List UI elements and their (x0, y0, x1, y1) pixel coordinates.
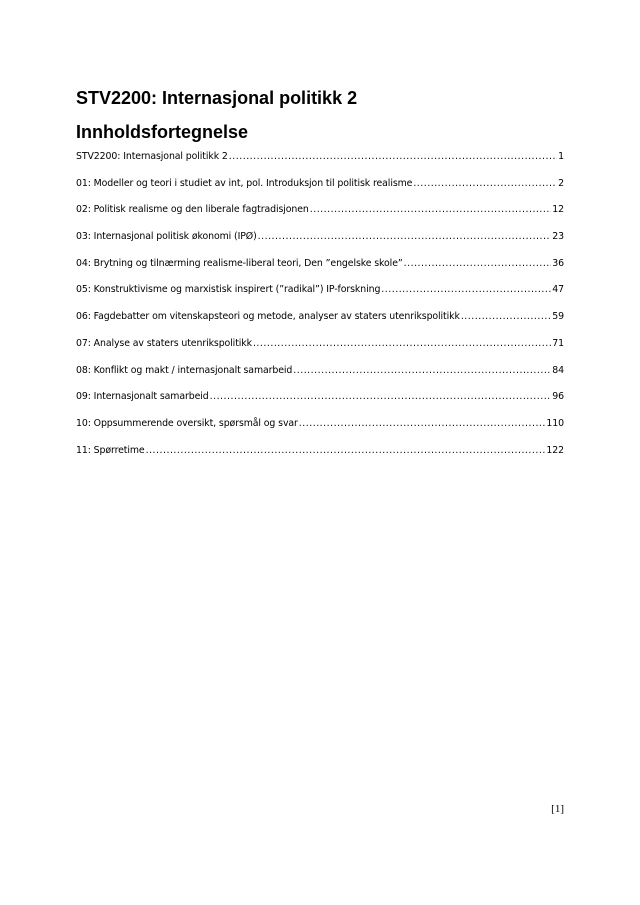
toc-entry-title: 02: Politisk realisme og den liberale fagtradisjonen (76, 204, 309, 216)
toc-entry[interactable] (76, 284, 564, 311)
toc-entry-title: 11: Spørretime (76, 444, 145, 456)
toc-entry[interactable] (76, 258, 564, 285)
toc-entry[interactable] (76, 445, 564, 472)
toc-leader-dots (293, 365, 551, 376)
toc-entry[interactable] (76, 204, 564, 231)
toc-entry-page: 23 (552, 231, 564, 243)
toc-leader-dots (210, 391, 552, 402)
toc-entry-page: 12 (552, 204, 564, 216)
toc-entry-page: 36 (552, 257, 564, 269)
toc-entry[interactable] (76, 231, 564, 258)
toc-entry-page: 47 (552, 284, 564, 296)
toc-leader-dots (253, 338, 551, 349)
toc-entry-page: 1 (558, 151, 564, 162)
toc-entry-title: 01: Modeller og teori i studiet av int, pol. Introduksjon til politisk realisme (76, 177, 413, 189)
toc-entry-page: 59 (552, 311, 564, 323)
toc-entry-page: 71 (552, 337, 564, 349)
toc-leader-dots (381, 284, 551, 295)
toc-entry-page: 96 (552, 391, 564, 403)
document-title: STV2200: Internasjonal politikk 2 (76, 88, 358, 108)
toc-entry[interactable] (76, 365, 564, 392)
toc-entry-title: 03: Internasjonal politisk økonomi (IPØ) (76, 231, 257, 243)
toc-entry[interactable] (76, 391, 564, 418)
toc-leader-dots (146, 445, 546, 456)
toc-entry[interactable] (76, 178, 564, 205)
page-number: [1] (551, 803, 564, 815)
table-of-contents (76, 151, 564, 471)
toc-entry-title: 08: Konflikt og makt / internasjonalt samarbeid (76, 364, 293, 376)
toc-entry-page: 84 (552, 364, 564, 376)
toc-entry-page: 122 (546, 444, 564, 456)
toc-leader-dots (310, 204, 552, 215)
toc-leader-dots (299, 418, 546, 429)
toc-heading: Innholdsfortegnelse (76, 122, 249, 142)
toc-entry-title: 07: Analyse av staters utenrikspolitikk (76, 337, 252, 349)
toc-entry-title: 05: Konstruktivisme og marxistisk inspirert (”radikal”) IP-forskning (76, 284, 381, 296)
toc-entry-title: STV2200: Internasjonal politikk 2 (76, 151, 228, 162)
toc-entry-page: 2 (558, 177, 564, 189)
toc-entry[interactable] (76, 338, 564, 365)
toc-entry-page: 110 (546, 417, 564, 429)
toc-entry-title: 09: Internasjonalt samarbeid (76, 391, 209, 403)
toc-leader-dots (461, 311, 551, 322)
toc-leader-dots (258, 231, 552, 242)
toc-entry[interactable] (76, 311, 564, 338)
toc-entry[interactable] (76, 418, 564, 445)
toc-leader-dots (229, 151, 557, 162)
toc-entry-title: 06: Fagdebatter om vitenskapsteori og metode, analyser av staters utenrikspolitikk (76, 311, 460, 323)
toc-entry[interactable] (76, 151, 564, 178)
toc-leader-dots (413, 178, 557, 189)
toc-entry-title: 04: Brytning og tilnærming realisme-liberal teori, Den ”engelske skole” (76, 257, 403, 269)
toc-leader-dots (404, 258, 552, 269)
toc-entry-title: 10: Oppsummerende oversikt, spørsmål og svar (76, 417, 298, 429)
